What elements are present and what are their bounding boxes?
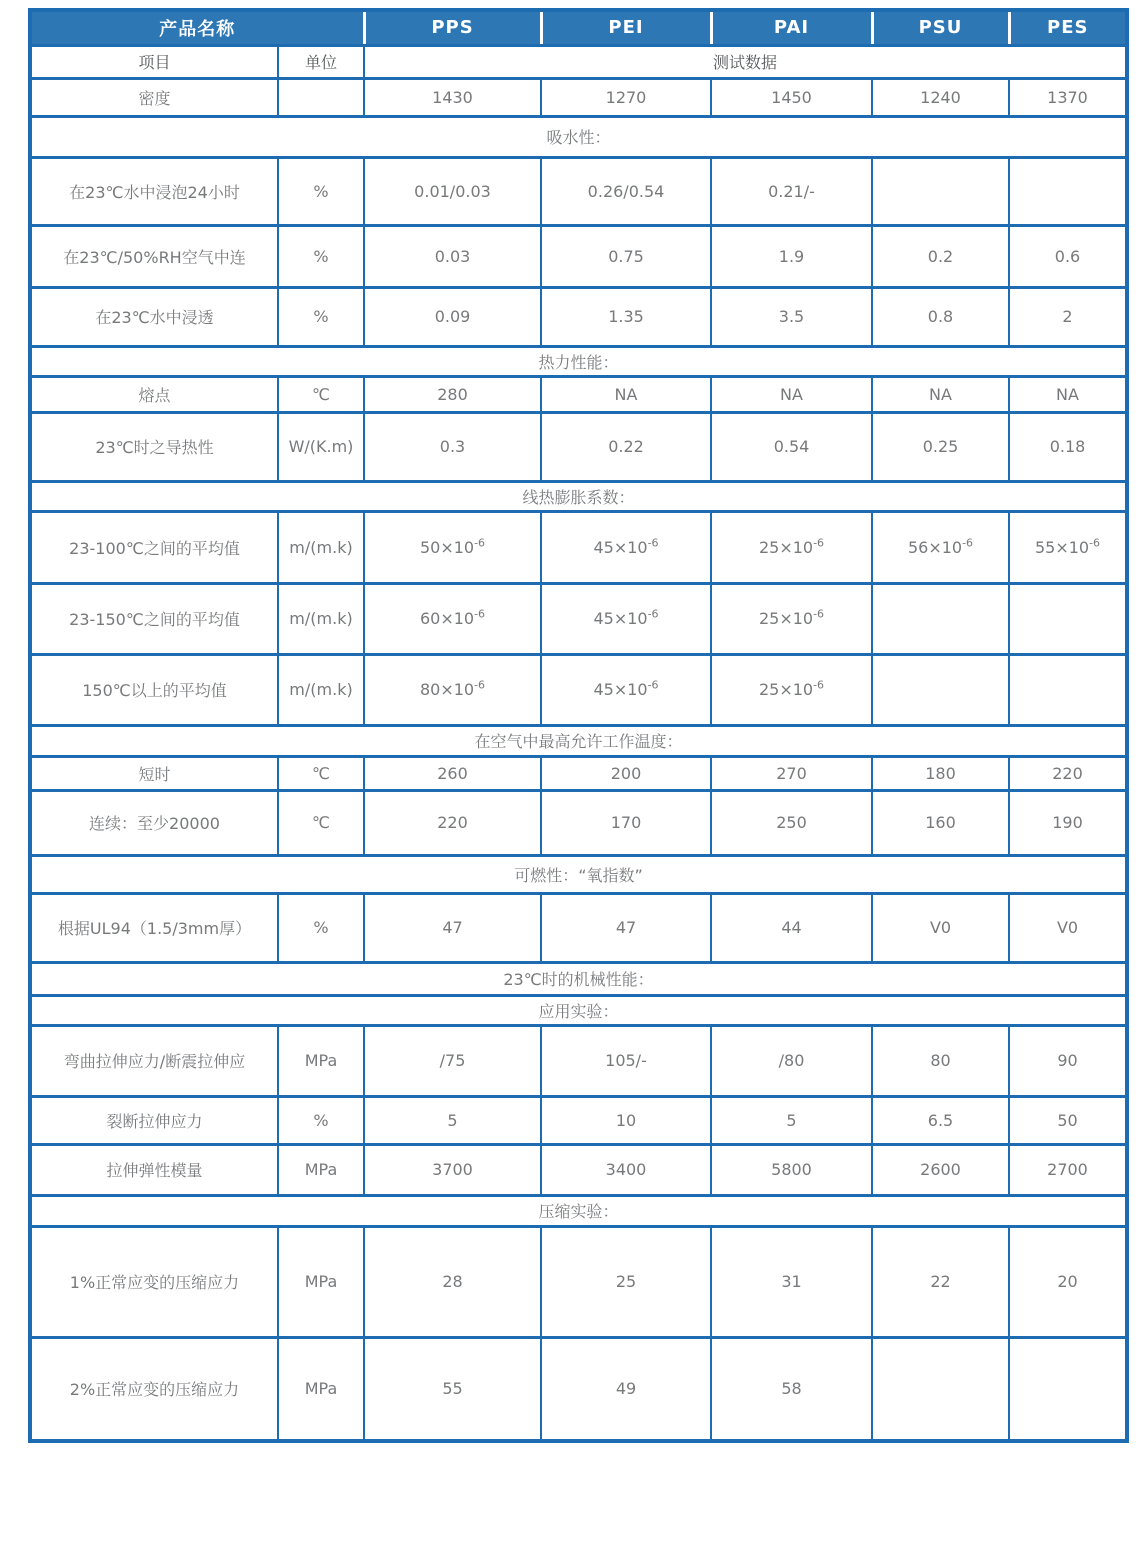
value-cell-psu [872,583,1009,654]
value-cell-pps: 55 [364,1337,541,1441]
table-row [30,756,1127,790]
value-cell-psu: V0 [872,893,1009,962]
value-cell-pes: 190 [1009,790,1127,855]
row-label: 裂断拉伸应力 [30,1096,278,1144]
table-row [30,1096,1127,1144]
row-label: 根据UL94（1.5/3mm厚） [30,893,278,962]
value-cell-pai: 5 [711,1096,872,1144]
value-cell-pei: 0.75 [541,225,711,287]
value-cell-pps: /75 [364,1025,541,1096]
value-cell-pai: 250 [711,790,872,855]
value-cell-pai: 58 [711,1337,872,1441]
value-cell-pps: 0.03 [364,225,541,287]
value-cell-psu: 80 [872,1025,1009,1096]
section-row [30,1195,1127,1226]
value-cell-psu: 1240 [872,78,1009,116]
section-label: 23℃时的机械性能： [30,962,1127,995]
value-cell-psu: $56\times 10^{-6}$ [872,511,1009,583]
table-row [30,583,1127,654]
value-cell-pai: $25\times 10^{-6}$ [711,583,872,654]
value-cell-pps: $80\times 10^{-6}$ [364,654,541,725]
column-header-pei: PEI [541,10,711,45]
value-cell-pes: 1370 [1009,78,1127,116]
row-label: 1%正常应变的压缩应力 [30,1226,278,1337]
value-cell-pps: $60\times 10^{-6}$ [364,583,541,654]
row-label: 150℃以上的平均值 [30,654,278,725]
table-row [30,78,1127,116]
value-cell-pes: NA [1009,376,1127,412]
row-label: 拉伸弹性模量 [30,1144,278,1195]
value-cell-pes: 50 [1009,1096,1127,1144]
table-row [30,790,1127,855]
section-row [30,346,1127,376]
row-label: 23-100℃之间的平均值 [30,511,278,583]
value-cell-pei: $45\times 10^{-6}$ [541,511,711,583]
test-data-label: 测试数据 [364,45,1127,78]
table-row [30,1337,1127,1441]
value-cell-pps: 260 [364,756,541,790]
value-cell-pps: 3700 [364,1144,541,1195]
value-cell-pei: 47 [541,893,711,962]
row-unit: ℃ [278,790,364,855]
value-cell-pei: $45\times 10^{-6}$ [541,654,711,725]
unit-column-label: 单位 [278,45,364,78]
value-cell-pes [1009,1337,1127,1441]
value-cell-pps: 0.3 [364,412,541,481]
value-cell-pes [1009,583,1127,654]
section-row [30,725,1127,756]
section-label: 压缩实验： [30,1195,1127,1226]
row-unit: MPa [278,1337,364,1441]
value-cell-psu: NA [872,376,1009,412]
table-row [30,412,1127,481]
value-cell-pes: 20 [1009,1226,1127,1337]
table-row [30,376,1127,412]
table-row [30,157,1127,225]
value-cell-psu: 0.25 [872,412,1009,481]
value-cell-psu: 22 [872,1226,1009,1337]
row-label: 在23℃/50%RH空气中连 [30,225,278,287]
value-cell-pei: 0.26/0.54 [541,157,711,225]
value-cell-pes: 2700 [1009,1144,1127,1195]
product-name-header: 产品名称 [30,10,364,45]
row-unit: MPa [278,1226,364,1337]
row-label: 23-150℃之间的平均值 [30,583,278,654]
value-cell-pai: 44 [711,893,872,962]
column-header-pes: PES [1009,10,1127,45]
row-unit: m/(m.k) [278,583,364,654]
row-label: 在23℃水中浸泡24小时 [30,157,278,225]
value-cell-psu: 6.5 [872,1096,1009,1144]
section-row [30,962,1127,995]
value-cell-pei: 49 [541,1337,711,1441]
value-cell-pes: V0 [1009,893,1127,962]
value-cell-pei: 200 [541,756,711,790]
table-row [30,1144,1127,1195]
value-cell-pps: 47 [364,893,541,962]
row-unit: % [278,225,364,287]
section-row [30,855,1127,893]
value-cell-pes: $55\times 10^{-6}$ [1009,511,1127,583]
value-cell-pai: 0.54 [711,412,872,481]
value-cell-pps: 220 [364,790,541,855]
row-unit: % [278,157,364,225]
value-cell-pai: 1.9 [711,225,872,287]
table-row [30,287,1127,346]
section-label: 吸水性： [30,116,1127,157]
section-label: 应用实验： [30,995,1127,1025]
table-row [30,225,1127,287]
value-cell-pei: 1.35 [541,287,711,346]
value-cell-pei: 105/- [541,1025,711,1096]
value-cell-pps: 0.01/0.03 [364,157,541,225]
value-cell-pes [1009,157,1127,225]
value-cell-psu: 160 [872,790,1009,855]
value-cell-pai: $25\times 10^{-6}$ [711,511,872,583]
value-cell-psu: 180 [872,756,1009,790]
section-label: 线热膨胀系数： [30,481,1127,511]
material-spec-table [28,8,1129,1443]
value-cell-pai: 1450 [711,78,872,116]
value-cell-psu [872,157,1009,225]
value-cell-pes: 0.18 [1009,412,1127,481]
row-unit: % [278,287,364,346]
value-cell-psu: 0.2 [872,225,1009,287]
table-row [30,654,1127,725]
value-cell-pai: 3.5 [711,287,872,346]
row-label: 23℃时之导热性 [30,412,278,481]
value-cell-pei: 170 [541,790,711,855]
row-unit [278,78,364,116]
value-cell-psu [872,1337,1009,1441]
row-label: 2%正常应变的压缩应力 [30,1337,278,1441]
value-cell-pes: 0.6 [1009,225,1127,287]
value-cell-pps: 28 [364,1226,541,1337]
value-cell-pei: 3400 [541,1144,711,1195]
row-label: 连续：至少20000 [30,790,278,855]
section-row [30,481,1127,511]
row-unit: % [278,893,364,962]
value-cell-pps: 280 [364,376,541,412]
subheader-row [30,45,1127,78]
value-cell-pai: 31 [711,1226,872,1337]
row-unit: ℃ [278,756,364,790]
value-cell-pei: $45\times 10^{-6}$ [541,583,711,654]
table-row [30,511,1127,583]
section-label: 在空气中最高允许工作温度： [30,725,1127,756]
value-cell-pei: NA [541,376,711,412]
section-label: 热力性能： [30,346,1127,376]
value-cell-pei: 25 [541,1226,711,1337]
row-unit: m/(m.k) [278,511,364,583]
row-label: 在23℃水中浸透 [30,287,278,346]
value-cell-pai: 5800 [711,1144,872,1195]
value-cell-pai: 0.21/- [711,157,872,225]
table-row [30,893,1127,962]
value-cell-psu: 0.8 [872,287,1009,346]
value-cell-pei: 1270 [541,78,711,116]
header-row [30,10,1127,45]
row-label: 弯曲拉伸应力/断震拉伸应 [30,1025,278,1096]
section-row [30,995,1127,1025]
table-row [30,1226,1127,1337]
column-header-pai: PAI [711,10,872,45]
value-cell-pes: 220 [1009,756,1127,790]
row-label: 熔点 [30,376,278,412]
item-column-label: 项目 [30,45,278,78]
value-cell-pps: 1430 [364,78,541,116]
value-cell-pps: 5 [364,1096,541,1144]
row-unit: % [278,1096,364,1144]
value-cell-pai: $25\times 10^{-6}$ [711,654,872,725]
table-body [30,78,1127,1441]
value-cell-pes: 90 [1009,1025,1127,1096]
value-cell-pai: /80 [711,1025,872,1096]
value-cell-pes [1009,654,1127,725]
value-cell-pes: 2 [1009,287,1127,346]
row-unit: ℃ [278,376,364,412]
row-unit: MPa [278,1144,364,1195]
value-cell-psu: 2600 [872,1144,1009,1195]
value-cell-psu [872,654,1009,725]
row-label: 密度 [30,78,278,116]
value-cell-pps: 0.09 [364,287,541,346]
section-label: 可燃性：“氧指数” [30,855,1127,893]
row-unit: m/(m.k) [278,654,364,725]
value-cell-pai: 270 [711,756,872,790]
value-cell-pai: NA [711,376,872,412]
table-row [30,1025,1127,1096]
section-row [30,116,1127,157]
value-cell-pei: 0.22 [541,412,711,481]
value-cell-pps: $50\times 10^{-6}$ [364,511,541,583]
value-cell-pei: 10 [541,1096,711,1144]
row-unit: W/(K.m) [278,412,364,481]
column-header-pps: PPS [364,10,541,45]
column-header-psu: PSU [872,10,1009,45]
row-unit: MPa [278,1025,364,1096]
row-label: 短时 [30,756,278,790]
